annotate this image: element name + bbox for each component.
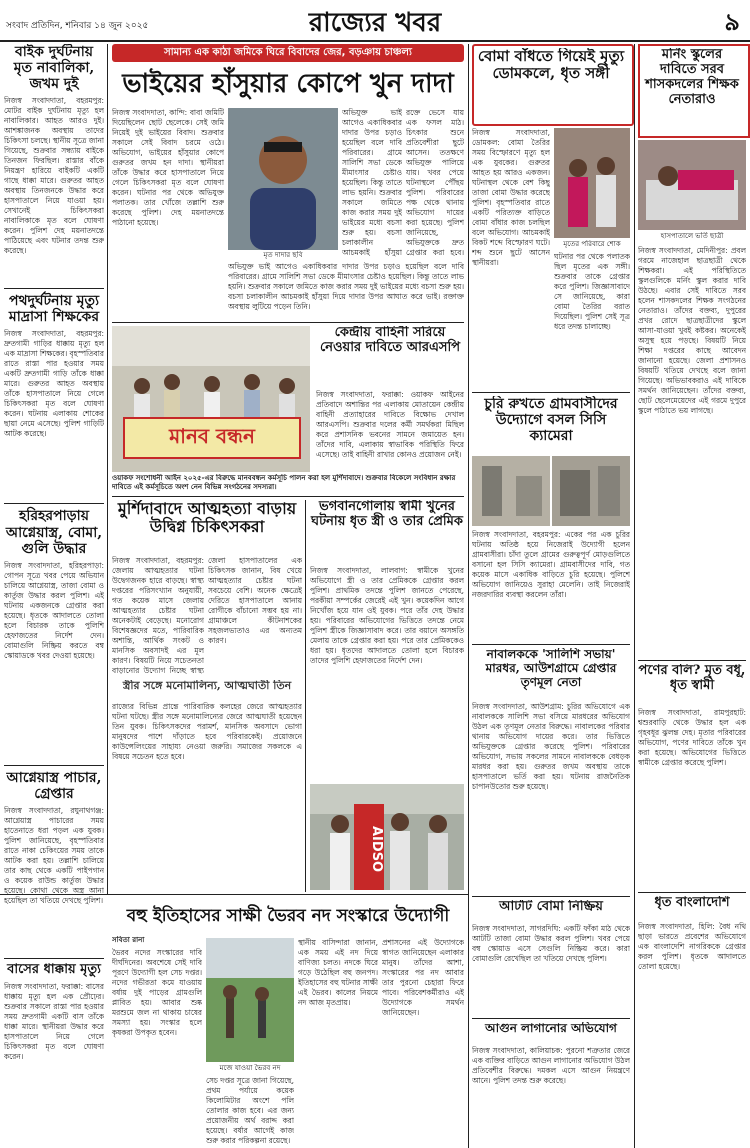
divider (4, 958, 104, 959)
article-text: নিজস্ব সংবাদদাতা, ফরাক্কা: বাসের ধাক্কায় মৃত্যু হল এক প্রৌঢ়ের। শুক্রবার সকালে রাস্তা পার হওয়ার সময় দ্রুতগামী একটি বাস তাঁকে ধাক্কা মারে। স্থানীয়রা উদ্ধার করে হাসপাতালে নিয়ে গেলে চিকিৎসকরা মৃত বলে ঘোষণা করেন। (4, 981, 104, 1061)
protest-banner-text: মানব বন্ধন (169, 424, 255, 448)
river-scene (206, 938, 294, 1062)
bomb-headline: বোমা বাঁধতে গিয়েই মৃত্যু ডোমকলে, ধৃত সঙ্গী (477, 48, 625, 83)
hospital-scene (638, 140, 746, 230)
lead-headline: ভাইয়ের হাঁসুয়ার কোপে খুন দাদা (122, 69, 454, 99)
bombs-text: নিজস্ব সংবাদদাতা, সাগরদিঘি: একটি ফাঁকা মাঠ থেকে আটটি তাজা বোমা উদ্ধার করল পুলিশ। খবর পেয়ে বম্ব স্কোয়াড এসে সেগুলি নিষ্ক্রিয় করে। কারা বোমাগুলি রেখেছিল তা খতিয়ে দেখছে পুলিশ। (472, 924, 630, 963)
divider (112, 322, 464, 323)
lead-portrait-photo (228, 108, 338, 250)
bombs-headline: আটটি বোমা নিষ্ক্রিয় (499, 900, 603, 914)
divider (4, 503, 104, 504)
bomb-photo-caption: মৃতের পরিবারে শোক (563, 240, 621, 248)
page-header (0, 0, 750, 42)
column-rule (305, 500, 306, 892)
bhairab-photo-caption: মজে যাওয়া ভৈরব নদ (219, 1064, 281, 1072)
suicide-text-2: জেলা হাসপাতালের এক চিকিৎসক জানান, বিষ খেয়ে আত্মহত্যার চেষ্টার ঘটনা সবচেয়ে বেশি। অনেক ক্ষেত্রেই দেরিতে হাসপাতালে আনায় রোগীকে বাঁচানো সম্ভব হয় না। গ্রামাঞ্চলে কীটনাশকের সহজলভ্যতাও এর অন্যতম কারণ। (208, 556, 302, 645)
divider (472, 896, 630, 897)
bhairab-text-3: স্থানীয় বাসিন্দারা জানান, এক সময় এই নদ দিয়ে বাণিজ্য চলত। নদকে ঘিরে গড়ে উঠেছিল বহু জনপদ। ইতিহাসের বহু ঘটনার সাক্ষী এই ভৈরব। কালের নিয়মে নদ আজ মৃতপ্রায়। (298, 938, 378, 1007)
aidso-scene (310, 784, 464, 890)
headline-harihorpara: হরিহরপাড়ায় আগ্নেয়াস্ত্র, বোমা, গুলি উদ্ধার (5, 508, 103, 557)
bhagwangola-headline: ভগবানগোলায় স্বামী খুনের ঘটনায় ধৃত স্ত্রী ও তার প্রেমিক (311, 500, 463, 529)
headline-madrasa-teacher: পথদুর্ঘটনায় মৃত্যু মাদ্রাসা শিক্ষকের (8, 293, 100, 326)
bomb-family-photo (554, 128, 630, 238)
article-text: নিজস্ব সংবাদদাতা, বহরমপুর: মোটর বাইক দুর্ঘটনায় মৃত্যু হল নাবালিকার। আহত আরও দুই। আশঙ্কাজনক অবস্থায় তাদের চিকিৎসা চলছে। স্থানীয় সূত্রে জানা গিয়েছে, শুক্রবার সন্ধ্যায় বাইকে তিনজন ফিরছিল। রাস্তার বাঁকে নিয়ন্ত্রণ হারিয়ে বাইকটি একটি গাছে ধাক্কা মারে। গুরুতর আহত অবস্থায় তিনজনকে উদ্ধার করে হাসপাতালে নিয়ে যাওয়া হয়। সেখানেই চিকিৎসকরা নাবালিকাকে মৃত বলে ঘোষণা করেন। পুলিশ দেহ ময়নাতদন্তে পাঠিয়েছে এবং ঘটনার তদন্ত শুরু করেছে। (4, 96, 104, 256)
cctv-photo-2 (552, 456, 630, 526)
bangladeshi-text: নিজস্ব সংবাদদাতা, হিলি: বৈধ নথি ছাড়া ভারতে প্রবেশের অভিযোগে এক বাংলাদেশি নাগরিককে গ্রেপ্তার করল পুলিশ। ধৃতকে আদালতে তোলা হয়েছে। (638, 922, 746, 971)
fire-text: নিজস্ব সংবাদদাতা, কালিয়াচক: পুরনো শত্রুতার জেরে এক ব্যক্তির বাড়িতে আগুন লাগানোর অভিযোগ উঠল প্রতিবেশীর বিরুদ্ধে। দমকল এসে আগুন নিয়ন্ত্রণে আনে। পুলিশ তদন্ত শুরু করেছে। (472, 1046, 630, 1085)
column-rule (634, 44, 635, 1148)
divider (638, 660, 746, 661)
protest-caption: ওয়াকফ সংশোধনী আইন ২০২৫-এর বিরুদ্ধে মানববন্ধন কর্মসূচি পালন করা হল মুর্শিদাবাদে। শুক্রবার বিকেলে সংবিধান রক্ষার দাবিতে এই কর্মসূচিতে অংশ নেন বিভিন্ন সংগঠনের সদস্যরা। (112, 474, 456, 491)
family-scene (554, 128, 630, 238)
lead-text-bottom: অভিযুক্ত ভাই আগেও একাধিকবার দাদার উপর চড়াও হয়েছিল বলে দাবি পরিবারের। গ্রামে সালিশি সভা ডেকে মীমাংসার চেষ্টাও হয়েছিল। কিন্তু তাতে লাভ হয়নি। শুক্রবার সকালে জমিতে কাজ করার সময় দুই ভাইয়ের মধ্যে বচসা শুরু হয়। বচসা চলাকালীন আচমকাই হাঁসুয়া দিয়ে দাদার উপর আঘাত করে ভাই। রক্তাক্ত অবস্থায় লুটিয়ে পড়েন তিনি। (228, 262, 464, 311)
lead-text-mid: অভিযুক্ত ভাই আগেও একাধিকবার দাদার উপর চড়াও হয়েছিল বলে দাবি পরিবারের। গ্রামে সালিশি সভা ডেকে মীমাংসার চেষ্টাও হয়েছিল। কিন্তু তাতে লাভ হয়নি। শুক্রবার সকালে জমিতে কাজ করার সময় দুই ভাইয়ের মধ্যে বচসা শুরু হয়। বচসা চলাকালীন আচমকাই হাঁসুয়া (342, 108, 402, 257)
cctv-headline: চুরি রুখতে গ্রামবাসীদের উদ্যোগে বসল সিসি ক্যামেরা (484, 396, 618, 445)
aidso-flag-text: AIDSO (369, 825, 384, 873)
cctv-text: নিজস্ব সংবাদদাতা, বহরমপুর: একের পর এক চুরির ঘটনায় অতিষ্ঠ হয়ে নিজেরাই উদ্যোগী হলেন গ্রামবাসীরা। চাঁদা তুলে গ্রামের গুরুত্বপূর্ণ মোড়গুলিতে বসানো হল সিসি ক্যামেরা। গ্রামবাসীদের দাবি, গত কয়েক মাসে একাধিক বাড়িতে চুরি হয়েছে। পুলিশে অভিযোগ জানিয়েও সুরাহা মেলেনি। তাই নিজেরাই নজরদারির ব্যবস্থা করলেন তাঁরা। (472, 530, 630, 599)
divider (472, 644, 630, 645)
dateline: সংবাদ প্রতিদিন, শনিবার ১৪ জুন ২০২৫ (6, 21, 149, 31)
article-text: নিজস্ব সংবাদদাতা, বহরমপুর: দ্রুতগামী গাড়ির ধাক্কায় মৃত্যু হল এক মাদ্রাসা শিক্ষকের। বৃহস্পতিবার রাতে রাস্তা পার হওয়ার সময় একটি দ্রুতগামী গাড়ি তাঁকে ধাক্কা মারে। গুরুতর আহত অবস্থায় তাঁকে হাসপাতালে নিয়ে গেলে চিকিৎসকরা মৃত বলে ঘোষণা করেন। ঘটনায় এলাকায় শোকের ছায়া নেমে এসেছে। পুলিশ গাড়িটি আটক করেছে। (4, 329, 104, 439)
headline-bus-death: বাসের ধাক্কায় মৃত্যু (7, 961, 101, 977)
bhairab-byline: সবিতা রানা (112, 936, 145, 944)
column-rule (468, 44, 469, 1148)
lead-photo-caption: মৃত দাদার ছবি (263, 251, 303, 259)
divider (4, 765, 104, 766)
morning-hospital-photo (638, 140, 746, 230)
divider (472, 392, 630, 393)
article-text: নিজস্ব সংবাদদাতা, রঘুনাথগঞ্জ: আগ্নেয়াস্ত্র পাচারের সময় হাতেনাতে ধরা পড়ল এক যুবক। পুলিশ জানিয়েছে, বৃহস্পতিবার রাতে নাকা চেকিংয়ের সময় তাকে আটক করা হয়। তল্লাশি চালিয়ে তার কাছ থেকে একটি পাইপগান ও কয়েক রাউন্ড কার্তুজ উদ্ধার হয়েছে। কোথা থেকে অস্ত্র আনা হয়েছিল তা খতিয়ে দেখছে পুলিশ। (4, 805, 104, 905)
column-left (4, 44, 104, 1144)
morning-headline: মর্নিং স্কুলের দাবিতে সরব শাসকদলের শিক্ষক নেতারাও (645, 48, 739, 107)
bhairab-text-1: ভৈরব নদের সংস্কারের দাবি দীর্ঘদিনের। অবশেষে সেই দাবি পূরণে উদ্যোগী হল সেচ দপ্তর। নদের গভীরতা কমে যাওয়ায় বর্ষায় দুই পাড়ের গ্রামগুলি প্লাবিত হয়। আবার শুষ্ক মরশুমে জল না থাকায় চাষের সমস্যা হয়। সংস্কার হলে কৃষকরা উপকৃত হবেন। (112, 948, 202, 1037)
cctv-photo-1 (472, 456, 550, 526)
bhairab-text-2: সেচ দপ্তর সূত্রে জানা গিয়েছে, প্রথম পর্যায়ে কয়েক কিলোমিটার অংশে পলি তোলার কাজ হবে। এর জন্য প্রয়োজনীয় অর্থ বরাদ্দ করা হয়েছে। বর্ষার আগেই কাজ শুরু করার পরিকল্পনা রয়েছে। (206, 1076, 294, 1144)
morning-photo-caption: হাসপাতালে ভর্তি ছাত্রী (660, 232, 724, 240)
suicide-text-1: নিজস্ব সংবাদদাতা, বহরমপুর: জেলায় আত্মহত্যার ঘটনা উদ্বেগজনক হারে বাড়ছে। স্বাস্থ্য দপ্তরের পরিসংখ্যান অনুযায়ী, গত কয়েক মাসে জেলায় আত্মহত্যার চেষ্টার ঘটনা অনেকটাই বেড়েছে। মনোরোগ বিশেষজ্ঞদের মতে, পারিবারিক অশান্তি, আর্থিক সংকট ও মানসিক অবসাদই এর মূল কারণ। বিষয়টি নিয়ে সচেতনতা বাড়ানোর উদ্যোগ নিচ্ছে স্বাস্থ্য (112, 556, 204, 675)
suicide-text-3: রাজ্যের বিভিন্ন প্রান্তে পারিবারিক কলহের জেরে আত্মহত্যার ঘটনা ঘটছে। স্ত্রীর সঙ্গে মনোমালিন্যের জেরে আত্মঘাতী হয়েছেন তিন যুবক। চিকিৎসকদের পরামর্শ, মানসিক অবসাদে ভোগা মানুষদের পাশে দাঁড়াতে হবে পরিবারকেই। প্রয়োজনে কাউন্সেলিংয়ের সাহায্য নেওয়া জরুরি। সমাজের সকলকে এ বিষয়ে সচেতন হতে হবে। (112, 702, 302, 761)
fire-headline: আগুন লাগানোর অভিযোগ (485, 1022, 617, 1035)
bhairab-text-4: প্রশাসনের এই উদ্যোগকে স্বাগত জানিয়েছেন এলাকার মানুষ। তাঁদের আশা, সংস্কারের পর নদ আবার তার পুরনো চেহারা ফিরে পাবে। পরিবেশকর্মীরাও এই উদ্যোগকে সমর্থন জানিয়েছেন। (382, 938, 464, 1017)
column-rule (107, 44, 108, 894)
nabalak-headline: নাবালককে 'সালিশি সভায়' মারধর, আউশগ্রামে গ্রেপ্তার তৃণমূল নেতা (485, 648, 617, 689)
headline-bike-accident: বাইক দুর্ঘটনায় মৃত নাবালিকা, জখম দুই (13, 44, 95, 93)
headline-arms-smuggling: আগ্নেয়াস্ত্র পাচার, গ্রেপ্তার (6, 769, 102, 802)
suicide-subhead: স্ত্রীর সঙ্গে মনোমালিন্য, আত্মঘাতী তিন (122, 680, 292, 692)
lead-text-left: নিজস্ব সংবাদদাতা, কান্দি: বাবা জমিটি দিয়েছিলেন ছোট ছেলেকে। সেই জমি নিয়েই দুই ভাইয়ের বিবাদ। শুক্রবার সকালে সেই বিবাদ চরমে ওঠে। অভিযোগ, ভাইয়ের হাঁসুয়ার কোপে গুরুতর জখম হন দাদা। স্থানীয়রা তাঁকে উদ্ধার করে হাসপাতালে নিয়ে গেলে চিকিৎসকরা মৃত বলে ঘোষণা করেন। ঘটনার পর থেকে অভিযুক্ত পলাতক। তার খোঁজে তল্লাশি শুরু করেছে পুলিশ। দেহ ময়নাতদন্তে পাঠানো হয়েছে। (112, 108, 224, 227)
article-text: নিজস্ব সংবাদদাতা, হরিহরপাড়া: গোপন সূত্রে খবর পেয়ে অভিযান চালিয়ে আগ্নেয়াস্ত্র, তাজা বোমা ও কার্তুজ উদ্ধার করল পুলিশ। এই ঘটনায় একজনকে গ্রেপ্তার করা হয়েছে। ধৃতকে আদালতে তোলা হলে বিচারক তাকে পুলিশি হেফাজতের নির্দেশ দেন। বোমাগুলি নিষ্ক্রিয় করতে বম্ব স্কোয়াডকে খবর দেওয়া হয়েছে। (4, 560, 104, 660)
street-scene (552, 456, 630, 526)
dowry-headline: পণের বলি? মৃত বধূ, ধৃত স্বামী (638, 664, 746, 693)
page-number: ৯ (724, 8, 740, 36)
portrait-figure (228, 108, 338, 250)
bhagwangola-text: নিজস্ব সংবাদদাতা, লালবাগ: স্বামীকে খুনের অভিযোগে স্ত্রী ও তার প্রেমিককে গ্রেপ্তার করল পুলিশ। প্রাথমিক তদন্তে পুলিশ জানতে পেরেছে, পরকীয়া সম্পর্কের জেরেই এই খুন। কয়েকদিন আগে নিখোঁজ হয়ে যান ওই যুবক। পরে তাঁর দেহ উদ্ধার হয়। পরিবারের অভিযোগের ভিত্তিতে তদন্তে নেমে পুলিশ স্ত্রীকে জিজ্ঞাসাবাদ করে। তার বয়ানে অসঙ্গতি মেলায় তাকে গ্রেপ্তার করা হয়। পরে তার প্রেমিককেও ধরা হয়। ধৃতদের আদালতে তোলা হলে বিচারক তাদের পুলিশি হেফাজতের নির্দেশ দেন। (310, 566, 464, 665)
street-scene (472, 456, 550, 526)
divider (472, 1018, 630, 1019)
bhairab-headline: বহু ইতিহাসের সাক্ষী ভৈরব নদ সংস্কারে উদ্যোগী (126, 906, 450, 926)
bangladeshi-headline: ধৃত বাংলাদেশি (654, 896, 730, 910)
section-title: রাজ্যের খবর (308, 8, 442, 38)
morning-text: নিজস্ব সংবাদদাতা, মেদিনীপুর: প্রবল গরমে নাজেহাল ছাত্রছাত্রী থেকে শিক্ষকরা। এই পরিস্থিতিতে স্কুলগুলিকে মর্নিং স্কুল করার দাবি উঠছে। এবার সেই দাবিতে সরব হলেন শাসকদলের শিক্ষক সংগঠনের নেতারাও। তাঁদের বক্তব্য, দুপুরের প্রখর রোদে ছাত্রছাত্রীদের স্কুলে আসা-যাওয়া খুবই কষ্টকর। অনেকেই অসুস্থ হয়ে পড়ছে। বিষয়টি নিয়ে শিক্ষা দপ্তরের কাছে আবেদন জানানো হয়েছে। জেলা প্রশাসনও বিষয়টি খতিয়ে দেখছে বলে জানা গিয়েছে। অভিভাবকরাও এই দাবিকে সমর্থন জানিয়েছেন। তাঁদের বক্তব্য, ছোট ছেলেমেয়েদের এই গরমে দুপুরে স্কুলে পাঠাতে ভয় লাগছে। (638, 246, 746, 415)
bomb-text-1: নিজস্ব সংবাদদাতা, ডোমকল: বোমা তৈরির সময় বিস্ফোরণে মৃত্যু হল এক যুবকের। গুরুতর আহত হয় আরও একজন। ঘটনাস্থল থেকে বেশ কিছু তাজা বোমা উদ্ধার করেছে পুলিশ। বৃহস্পতিবার রাতে একটি পরিত্যক্ত বাড়িতে বোমা বাঁধার কাজ চলছিল বলে অভিযোগ। আচমকাই বিকট শব্দে বিস্ফোরণ ঘটে। শব্দ শুনে ছুটে আসেন স্থানীয়রা। (472, 128, 550, 267)
dowry-text: নিজস্ব সংবাদদাতা, রামপুরহাট: শ্বশুরবাড়ি থেকে উদ্ধার হল এক গৃহবধূর ঝুলন্ত দেহ। মৃতার পরিবারের অভিযোগ, পণের দাবিতে তাঁকে খুন করা হয়েছে। অভিযোগের ভিত্তিতে স্বামীকে গ্রেপ্তার করেছে পুলিশ। (638, 708, 746, 767)
protest-photo (112, 326, 310, 472)
lead-text-right: রক্তে ভেসে যায় এক ফসল মাঠ। চিৎকার শুনে প্রতিবেশীরা ছুটে আসেন। ততক্ষণে অভিযুক্ত পালিয়ে যায়। খবর পেয়ে ঘটনাস্থলে পৌঁছয় পুলিশ। পরিবারের পক্ষ থেকে থানায় অভিযোগ দায়ের করা হয়েছে। পুলিশ জানিয়েছে, অভিযুক্তকে দ্রুত গ্রেপ্তার করা হবে। (406, 108, 464, 257)
divider (112, 496, 464, 497)
divider (4, 288, 104, 289)
lead-kicker-band: সামান্য এক কাঠা জমিকে ঘিরে বিবাদের জের, বড়ঞায় চাঞ্চল্য (112, 44, 464, 62)
protest-text: নিজস্ব সংবাদদাতা, ফরাক্কা: ওয়াকফ আইনের প্রতিবাদে অশান্তির পর এলাকায় মোতায়েন কেন্দ্রীয় বাহিনী প্রত্যাহারের দাবিতে বিক্ষোভ দেখাল আরএসপি। শুক্রবার দলের কর্মী সমর্থকরা মিছিল করে প্রশাসনিক ভবনের সামনে জমায়েত হন। তাঁদের দাবি, এলাকায় স্বাভাবিক পরিস্থিতি ফিরে এসেছে। তাই বাহিনী রাখার কোনও প্রয়োজন নেই। (316, 390, 464, 459)
divider (638, 892, 746, 893)
bhairab-river-photo (206, 938, 294, 1062)
suicide-headline: মুর্শিদাবাদে আত্মহত্যা বাড়ায় উদ্বিগ্ন চিকিৎসকরা (117, 500, 297, 537)
aidso-photo (310, 784, 464, 890)
nabalak-text: নিজস্ব সংবাদদাতা, আউশগ্রাম: চুরির অভিযোগে এক নাবালককে সালিশি সভা বসিয়ে মারধরের অভিযোগ উঠল এক তৃণমূল নেতার বিরুদ্ধে। নাবালকের পরিবার থানায় অভিযোগ দায়ের করে। তার ভিত্তিতে অভিযুক্তকে গ্রেপ্তার করেছে পুলিশ। পরিবারের অভিযোগ, সভায় সকলের সামনে নাবালককে বেধড়ক মারধর করা হয়। গুরুতর জখম অবস্থায় তাকে হাসপাতালে ভর্তি করা হয়। ঘটনায় রাজনৈতিক চাপানউতোর শুরু হয়েছে। (472, 702, 630, 791)
protest-headline: কেন্দ্রীয় বাহিনী সরিয়ে নেওয়ার দাবিতে আরএসপি (319, 326, 461, 355)
bomb-text-2: ঘটনার পর থেকে পলাতক ছিল মৃতের এক সঙ্গী। শুক্রবার তাকে গ্রেপ্তার করে পুলিশ। জিজ্ঞাসাবাদে সে জানিয়েছে, কারা বোমা তৈরির বরাত দিয়েছিল। পুলিশ সেই সূত্র ধরে তদন্ত চালাচ্ছে। (554, 252, 630, 331)
